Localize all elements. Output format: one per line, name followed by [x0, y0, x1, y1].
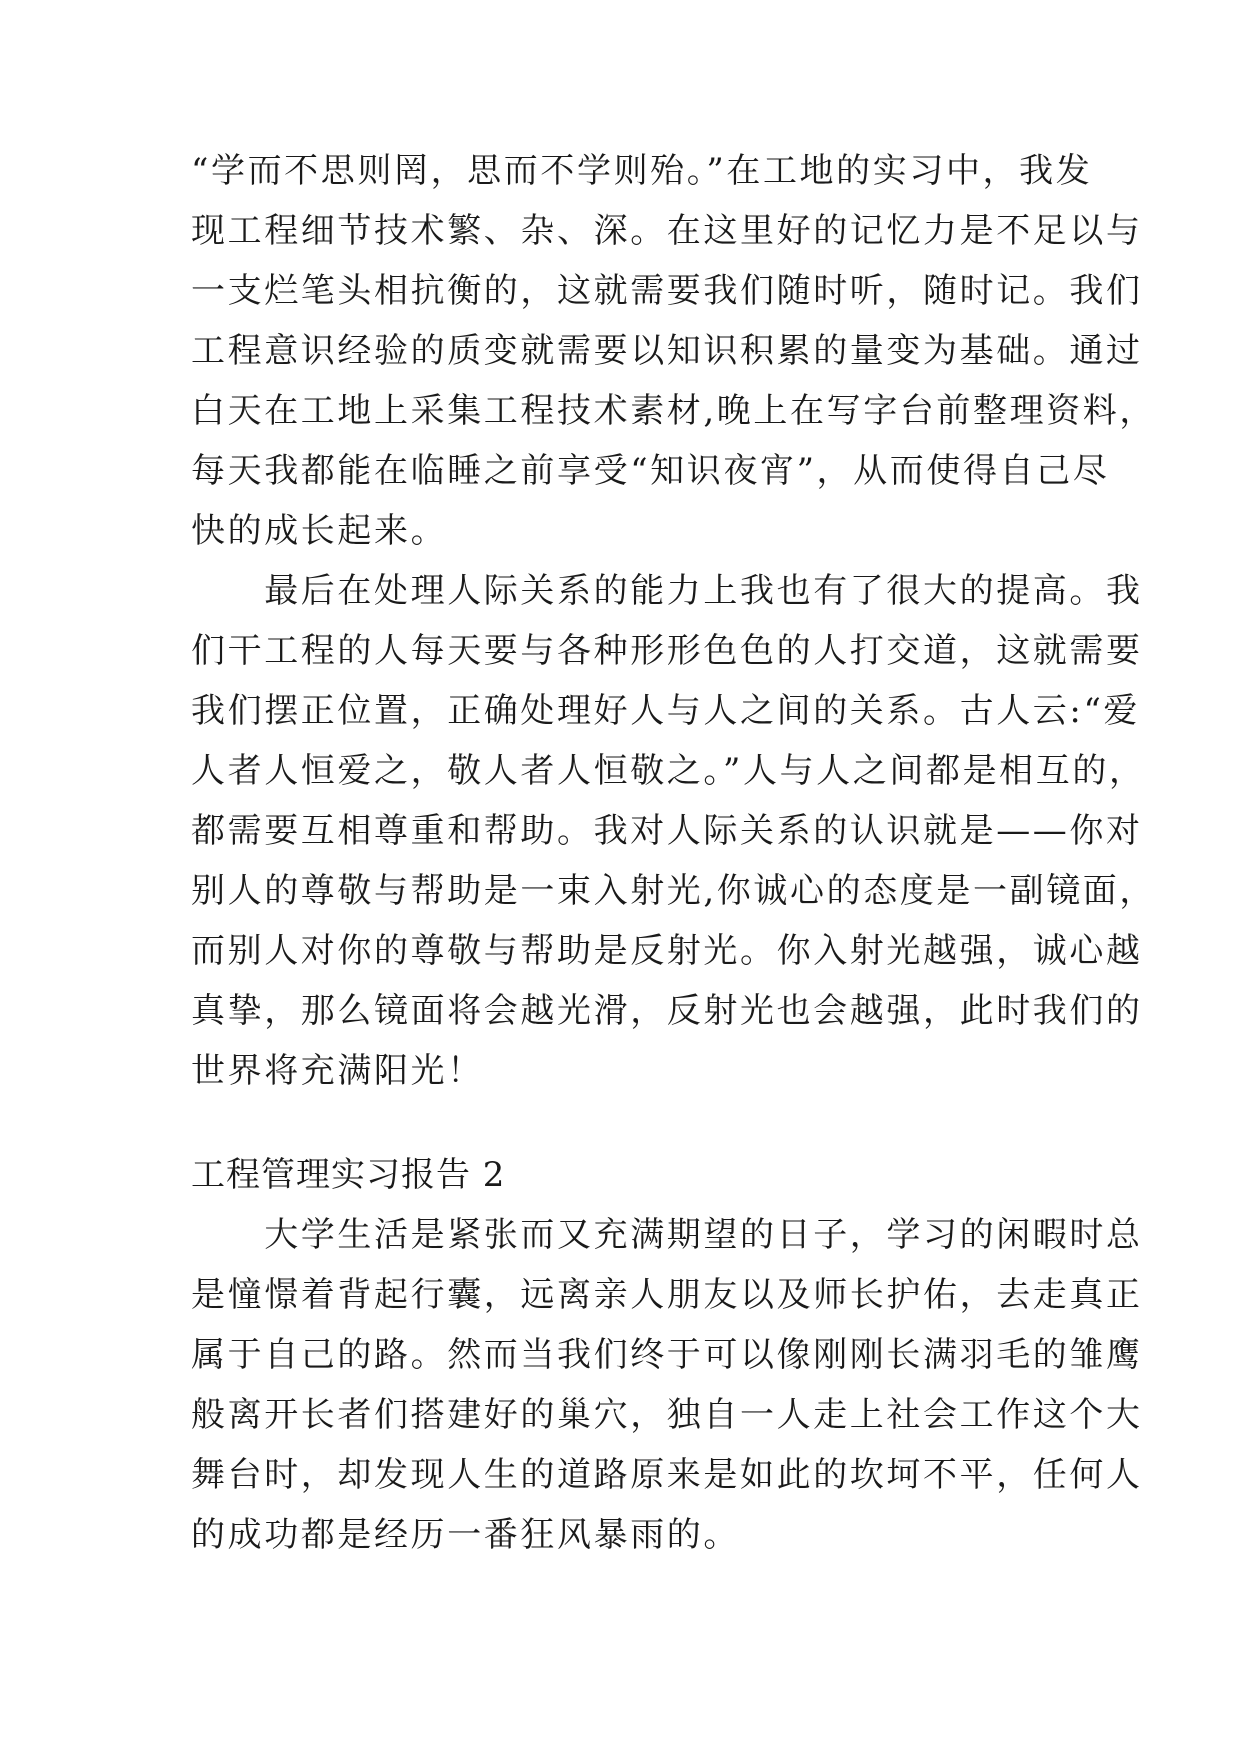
- paragraph-1-line: 工程意识经验的质变就需要以知识积累的量变为基础。通过: [191, 331, 1143, 371]
- paragraph-3-line: 属于自己的路。然而当我们终于可以像刚刚长满羽毛的雏鹰: [191, 1335, 1143, 1375]
- paragraph-3-line: 的成功都是经历一番狂风暴雨的。: [191, 1515, 740, 1555]
- paragraph-3-line: 般离开长者们搭建好的巢穴，独自一人走上社会工作这个大: [191, 1395, 1143, 1435]
- paragraph-1-line: 快的成长起来。: [191, 511, 448, 551]
- paragraph-3-line: 大学生活是紧张而又充满期望的日子，学习的闲暇时总: [191, 1215, 1143, 1255]
- paragraph-1-line: “学而不思则罔，思而不学则殆。”在工地的实习中，我发: [191, 151, 1093, 191]
- paragraph-1-line: 一支烂笔头相抗衡的，这就需要我们随时听，随时记。我们: [191, 271, 1143, 311]
- paragraph-1-line: 现工程细节技术繁、杂、深。在这里好的记忆力是不足以与: [191, 211, 1143, 251]
- paragraph-3-line: 舞台时，却发现人生的道路原来是如此的坎坷不平，任何人: [191, 1455, 1143, 1495]
- paragraph-2-line: 别人的尊敬与帮助是一束入射光,你诚心的态度是一副镜面，: [191, 871, 1157, 911]
- paragraph-2-line: 而别人对你的尊敬与帮助是反射光。你入射光越强，诚心越: [191, 931, 1143, 971]
- paragraph-1-line: 白天在工地上采集工程技术素材,晚上在写字台前整理资料，: [191, 391, 1157, 431]
- section-heading: 工程管理实习报告 2: [191, 1155, 506, 1195]
- paragraph-1-line: 每天我都能在临睡之前享受“知识夜宵”，从而使得自己尽: [191, 451, 1110, 491]
- paragraph-3-line: 是憧憬着背起行囊，远离亲人朋友以及师长护佑，去走真正: [191, 1275, 1143, 1315]
- paragraph-2-line: 人者人恒爱之，敬人者人恒敬之。”人与人之间都是相互的，: [191, 751, 1146, 791]
- paragraph-2-line: 世界将充满阳光！: [191, 1051, 484, 1091]
- paragraph-2-line: 我们摆正位置，正确处理好人与人之间的关系。古人云:“爱: [191, 691, 1141, 731]
- paragraph-2-line: 最后在处理人际关系的能力上我也有了很大的提高。我: [191, 571, 1143, 611]
- paragraph-2-line: 们干工程的人每天要与各种形形色色的人打交道，这就需要: [191, 631, 1143, 671]
- paragraph-2-line: 真挚，那么镜面将会越光滑，反射光也会越强，此时我们的: [191, 991, 1143, 1031]
- paragraph-2-line: 都需要互相尊重和帮助。我对人际关系的认识就是——你对: [191, 811, 1143, 851]
